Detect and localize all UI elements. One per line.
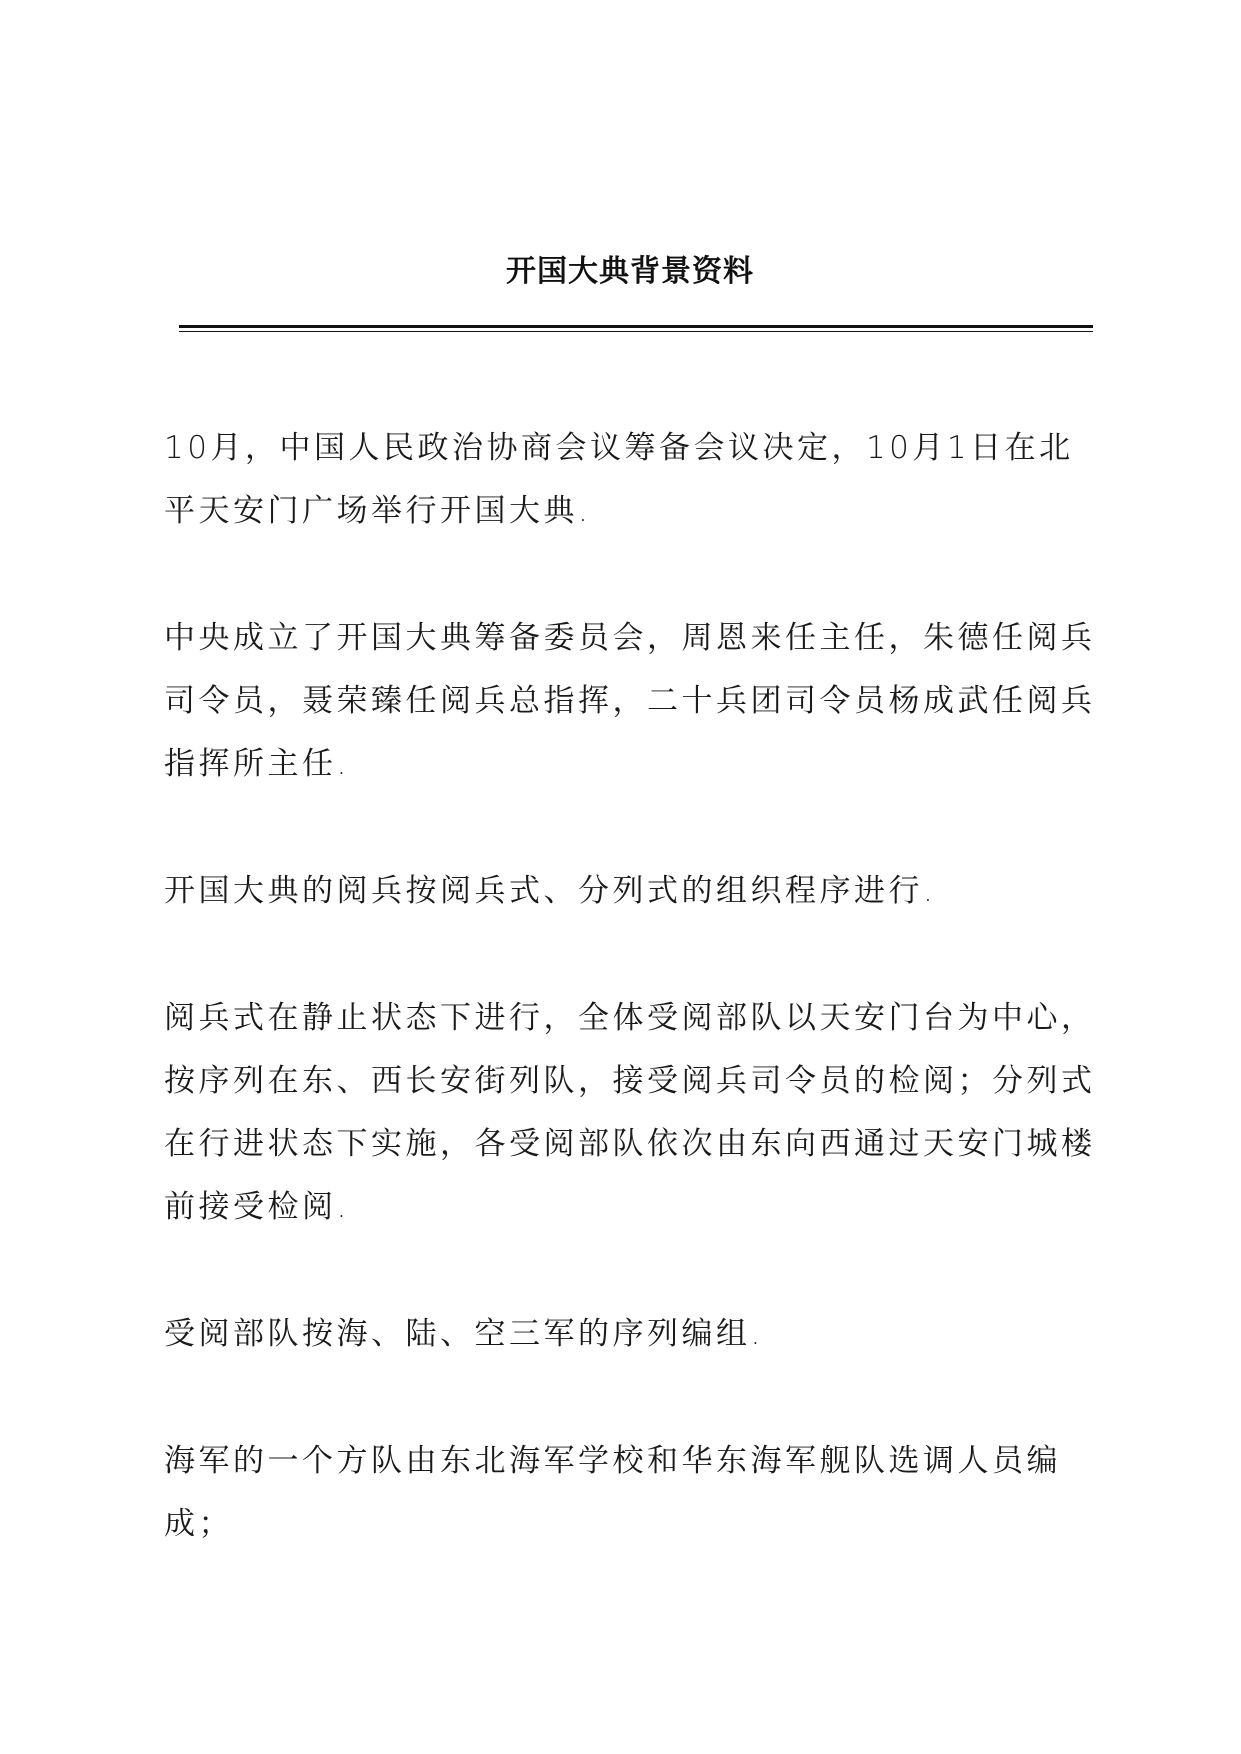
paragraph: 开国大典的阅兵按阅兵式、分列式的组织程序进行. bbox=[164, 873, 937, 909]
paragraph: 中央成立了开国大典筹备委员会，周恩来任主任，朱德任阅兵司令员，聂荣臻任阅兵总指挥，二十兵团司令员杨成武任阅兵指挥所主任. bbox=[164, 620, 1096, 782]
document-body bbox=[164, 417, 1096, 1620]
paragraph: 海军的一个方队由东北海军学校和华东海军舰队选调人员编成； bbox=[164, 1443, 1061, 1542]
title-rule-thick bbox=[179, 325, 1093, 328]
document-title: 开国大典背景资料 bbox=[506, 254, 754, 289]
paragraph: 阅兵式在静止状态下进行，全体受阅部队以天安门台为中心，按序列在东、西长安街列队，接受阅兵司令员的检阅；分列式在行进状态下实施，各受阅部队依次由东向西通过天安门城楼前接受检阅. bbox=[164, 1000, 1096, 1225]
paragraph: 10月，中国人民政治协商会议筹备会议决定，10月1日在北平天安门广场举行开国大典. bbox=[164, 430, 1074, 529]
paragraph: 受阅部队按海、陆、空三军的序列编组. bbox=[164, 1316, 764, 1352]
title-rule-thin bbox=[179, 331, 1093, 332]
